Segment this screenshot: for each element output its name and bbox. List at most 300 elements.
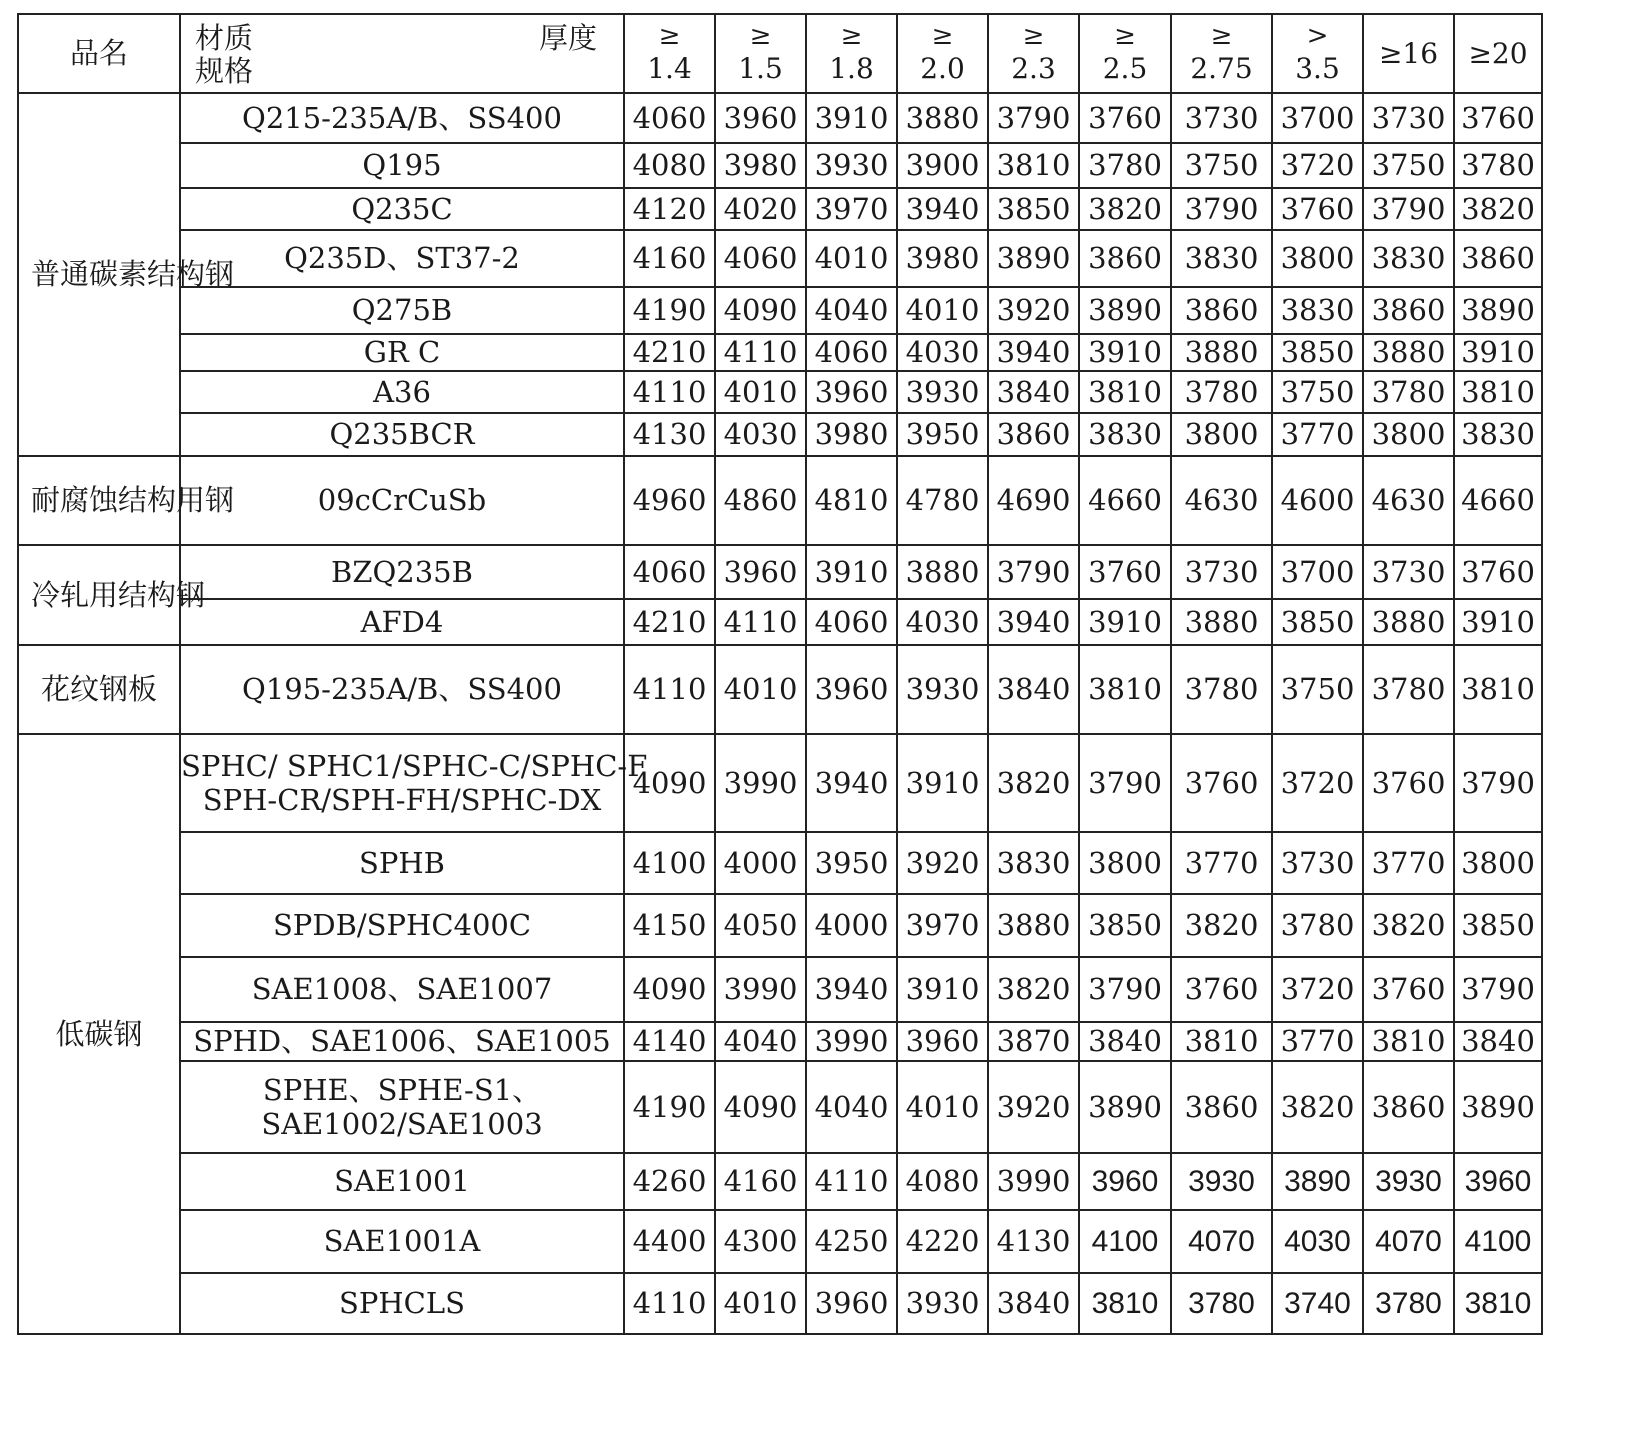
header-thickness-2 <box>806 14 897 93</box>
price-cell: 3790 <box>988 545 1079 599</box>
price-cell: 4030 <box>1272 1210 1363 1273</box>
header-row <box>18 14 1542 93</box>
price-cell: 3820 <box>1363 894 1454 957</box>
price-cell: 3880 <box>1171 599 1272 645</box>
table-row <box>18 599 1542 645</box>
price-cell: 3750 <box>1363 143 1454 188</box>
price-cell: 3880 <box>1363 334 1454 371</box>
price-cell: 3790 <box>1079 734 1171 832</box>
price-cell: 3940 <box>897 188 988 230</box>
price-cell: 4660 <box>1454 456 1542 545</box>
price-cell: 3790 <box>988 93 1079 143</box>
price-cell: 3820 <box>988 734 1079 832</box>
header-thickness-1 <box>715 14 806 93</box>
thickness-value: 2.3 <box>1011 52 1056 86</box>
price-cell: 3800 <box>1363 413 1454 456</box>
price-cell: 4250 <box>806 1210 897 1273</box>
price-cell: 4010 <box>897 287 988 334</box>
spec-line: SAE1008、SAE1007 <box>251 972 553 1007</box>
price-cell: 3820 <box>1454 188 1542 230</box>
category-cell: 低碳钢 <box>18 734 180 1334</box>
price-cell: 4810 <box>806 456 897 545</box>
price-cell: 3990 <box>715 734 806 832</box>
price-cell: 3910 <box>806 545 897 599</box>
header-thickness-6 <box>1171 14 1272 93</box>
price-cell: 3800 <box>1272 230 1363 287</box>
price-cell: 4130 <box>988 1210 1079 1273</box>
header-thickness-4 <box>988 14 1079 93</box>
thickness-symbol: ≥ <box>658 21 681 52</box>
thickness-value: 1.4 <box>647 52 692 86</box>
price-cell: 3780 <box>1454 143 1542 188</box>
thickness-symbol: ≥ <box>1210 21 1233 52</box>
price-cell: 3750 <box>1171 143 1272 188</box>
price-cell: 3910 <box>1454 599 1542 645</box>
table-row <box>18 645 1542 734</box>
price-cell: 3850 <box>1454 894 1542 957</box>
table-row <box>18 287 1542 334</box>
spec-cell <box>180 1061 624 1153</box>
price-cell: 4000 <box>715 832 806 894</box>
spec-cell <box>180 143 624 188</box>
spec-line: 09cCrCuSb <box>317 483 487 518</box>
price-cell: 3990 <box>715 957 806 1022</box>
price-cell: 3930 <box>806 143 897 188</box>
price-cell: 3920 <box>988 287 1079 334</box>
thickness-symbol: ≥ <box>749 21 772 52</box>
price-cell: 3850 <box>988 188 1079 230</box>
header-thickness-9 <box>1454 14 1542 93</box>
price-cell: 4070 <box>1171 1210 1272 1273</box>
price-cell: 4160 <box>715 1153 806 1210</box>
price-cell: 3830 <box>988 832 1079 894</box>
price-cell: 3810 <box>1079 1273 1171 1334</box>
price-cell: 3800 <box>1171 413 1272 456</box>
table-row <box>18 1153 1542 1210</box>
table-row <box>18 734 1542 832</box>
price-cell: 4100 <box>624 832 715 894</box>
price-cell: 4210 <box>624 599 715 645</box>
price-cell: 4010 <box>715 645 806 734</box>
price-cell: 4060 <box>806 599 897 645</box>
price-cell: 4220 <box>897 1210 988 1273</box>
price-cell: 3810 <box>1079 371 1171 413</box>
price-cell: 3910 <box>897 734 988 832</box>
price-cell: 3880 <box>1363 599 1454 645</box>
price-cell: 3980 <box>715 143 806 188</box>
thickness-value: 3.5 <box>1295 52 1340 86</box>
price-cell: 3770 <box>1363 832 1454 894</box>
spec-line: Q235D、ST37-2 <box>284 241 520 276</box>
price-cell: 3760 <box>1079 545 1171 599</box>
thickness-symbol: > <box>1306 21 1329 52</box>
price-cell: 4040 <box>806 287 897 334</box>
price-cell: 4090 <box>624 957 715 1022</box>
spec-line: SPHE、SPHE-S1、 <box>262 1072 542 1107</box>
spec-line: Q195-235A/B、SS400 <box>242 672 562 707</box>
price-cell: 4120 <box>624 188 715 230</box>
price-cell: 4190 <box>624 1061 715 1153</box>
price-cell: 3780 <box>1079 143 1171 188</box>
header-thickness-8 <box>1363 14 1454 93</box>
spec-line: AFD4 <box>360 604 444 639</box>
category-cell: 花纹钢板 <box>18 645 180 734</box>
header-thickness-0 <box>624 14 715 93</box>
price-cell: 3820 <box>988 957 1079 1022</box>
price-cell: 3780 <box>1171 371 1272 413</box>
price-cell: 3810 <box>988 143 1079 188</box>
price-cell: 3790 <box>1363 188 1454 230</box>
table-row <box>18 832 1542 894</box>
price-cell: 3850 <box>1272 334 1363 371</box>
price-cell: 3910 <box>1079 334 1171 371</box>
spec-cell <box>180 230 624 287</box>
price-cell: 3880 <box>1171 334 1272 371</box>
price-cell: 3940 <box>988 599 1079 645</box>
spec-cell <box>180 645 624 734</box>
price-cell: 3700 <box>1272 93 1363 143</box>
price-cell: 3730 <box>1363 93 1454 143</box>
table-row <box>18 1022 1542 1061</box>
spec-line: SAE1001 <box>334 1164 470 1199</box>
price-table-body <box>18 14 1542 1334</box>
category-cell: 普通碳素结构钢 <box>18 93 180 456</box>
price-cell: 3920 <box>988 1061 1079 1153</box>
price-cell: 3780 <box>1363 371 1454 413</box>
price-cell: 3820 <box>1079 188 1171 230</box>
price-cell: 3990 <box>806 1022 897 1061</box>
price-cell: 3810 <box>1171 1022 1272 1061</box>
thickness-symbol: ≥ <box>1022 21 1045 52</box>
price-cell: 3820 <box>1171 894 1272 957</box>
price-cell: 3720 <box>1272 143 1363 188</box>
price-cell: 4400 <box>624 1210 715 1273</box>
price-cell: 4600 <box>1272 456 1363 545</box>
price-cell: 4300 <box>715 1210 806 1273</box>
spec-line: SPH-CR/SPH-FH/SPHC-DX <box>202 783 602 817</box>
price-cell: 3740 <box>1272 1273 1363 1334</box>
header-thickness-3 <box>897 14 988 93</box>
price-cell: 3770 <box>1272 1022 1363 1061</box>
price-cell: 3860 <box>1171 287 1272 334</box>
price-cell: 4030 <box>897 599 988 645</box>
price-cell: 3970 <box>806 188 897 230</box>
spec-line: SPHB <box>359 845 445 880</box>
price-cell: 3830 <box>1454 413 1542 456</box>
price-cell: 3750 <box>1272 371 1363 413</box>
price-cell: 4000 <box>806 894 897 957</box>
price-cell: 4010 <box>897 1061 988 1153</box>
price-cell: 3930 <box>897 1273 988 1334</box>
price-cell: 4860 <box>715 456 806 545</box>
price-cell: 3930 <box>1363 1153 1454 1210</box>
price-cell: 3850 <box>1079 894 1171 957</box>
table-row <box>18 1061 1542 1153</box>
price-cell: 3880 <box>897 93 988 143</box>
price-cell: 3960 <box>806 371 897 413</box>
spec-cell <box>180 456 624 545</box>
spec-cell <box>180 894 624 957</box>
header-thickness-5 <box>1079 14 1171 93</box>
price-cell: 3780 <box>1171 1273 1272 1334</box>
price-cell: 4190 <box>624 287 715 334</box>
price-cell: 4110 <box>624 645 715 734</box>
price-cell: 3880 <box>897 545 988 599</box>
steel-price-table <box>17 13 1543 1335</box>
price-cell: 3720 <box>1272 957 1363 1022</box>
price-cell: 4630 <box>1171 456 1272 545</box>
price-cell: 4110 <box>715 334 806 371</box>
price-cell: 3980 <box>806 413 897 456</box>
price-cell: 4130 <box>624 413 715 456</box>
spec-line: Q215-235A/B、SS400 <box>242 100 562 135</box>
price-cell: 4040 <box>806 1061 897 1153</box>
price-cell: 3830 <box>1363 230 1454 287</box>
thickness-value: 2.5 <box>1102 52 1148 86</box>
price-cell: 4090 <box>624 734 715 832</box>
spec-cell <box>180 1022 624 1061</box>
category-cell: 冷轧用结构钢 <box>18 545 180 645</box>
price-cell: 3760 <box>1272 188 1363 230</box>
table-row <box>18 413 1542 456</box>
spec-cell <box>180 1153 624 1210</box>
price-cell: 3840 <box>1079 1022 1171 1061</box>
price-cell: 4080 <box>897 1153 988 1210</box>
price-cell: 3810 <box>1454 371 1542 413</box>
price-cell: 3890 <box>1454 287 1542 334</box>
price-cell: 3780 <box>1363 645 1454 734</box>
price-cell: 4040 <box>715 1022 806 1061</box>
price-cell: 4010 <box>806 230 897 287</box>
price-cell: 4070 <box>1363 1210 1454 1273</box>
price-cell: 4020 <box>715 188 806 230</box>
spec-cell <box>180 1273 624 1334</box>
spec-cell <box>180 1210 624 1273</box>
price-cell: 3980 <box>897 230 988 287</box>
spec-line: Q275B <box>351 293 453 328</box>
price-cell: 4110 <box>715 599 806 645</box>
price-cell: 3730 <box>1171 545 1272 599</box>
table-row <box>18 1273 1542 1334</box>
price-cell: 3930 <box>1171 1153 1272 1210</box>
header-thickness-7 <box>1272 14 1363 93</box>
table-row <box>18 456 1542 545</box>
price-cell: 3860 <box>1171 1061 1272 1153</box>
price-cell: 3930 <box>897 645 988 734</box>
price-cell: 3860 <box>1454 230 1542 287</box>
price-cell: 3880 <box>988 894 1079 957</box>
thickness-value: 1.5 <box>738 52 783 86</box>
price-cell: 3760 <box>1363 957 1454 1022</box>
spec-line: SPHCLS <box>339 1286 465 1321</box>
price-cell: 3760 <box>1171 734 1272 832</box>
table-row <box>18 545 1542 599</box>
thickness-value: 2.0 <box>920 52 965 86</box>
price-cell: 4960 <box>624 456 715 545</box>
price-cell: 4080 <box>624 143 715 188</box>
price-cell: 3910 <box>1454 334 1542 371</box>
price-table-sheet <box>17 13 1543 1335</box>
price-cell: 4690 <box>988 456 1079 545</box>
price-cell: 4090 <box>715 1061 806 1153</box>
price-cell: 3970 <box>897 894 988 957</box>
price-cell: 3890 <box>1272 1153 1363 1210</box>
header-spec-label: 规格 <box>195 53 254 88</box>
price-cell: 4110 <box>624 1273 715 1334</box>
spec-cell <box>180 599 624 645</box>
price-cell: 3910 <box>806 93 897 143</box>
price-cell: 3960 <box>1079 1153 1171 1210</box>
price-cell: 3760 <box>1454 93 1542 143</box>
spec-cell <box>180 188 624 230</box>
spec-line: A36 <box>373 374 431 409</box>
spec-cell <box>180 334 624 371</box>
spec-cell <box>180 371 624 413</box>
spec-cell <box>180 545 624 599</box>
spec-cell <box>180 832 624 894</box>
price-cell: 3860 <box>1363 1061 1454 1153</box>
price-cell: 3780 <box>1272 894 1363 957</box>
price-cell: 3910 <box>1079 599 1171 645</box>
price-cell: 3800 <box>1079 832 1171 894</box>
price-cell: 3990 <box>988 1153 1079 1210</box>
price-cell: 4100 <box>1454 1210 1542 1273</box>
thickness-value: 2.75 <box>1190 52 1253 86</box>
spec-line: Q235C <box>351 191 453 226</box>
spec-line: SPHD、SAE1006、SAE1005 <box>193 1024 611 1059</box>
thickness-value: 1.8 <box>829 52 874 86</box>
price-cell: 3940 <box>806 957 897 1022</box>
price-cell: 3950 <box>897 413 988 456</box>
spec-cell <box>180 734 648 832</box>
price-cell: 4010 <box>715 371 806 413</box>
price-cell: 3790 <box>1454 734 1542 832</box>
price-cell: 4630 <box>1363 456 1454 545</box>
price-cell: 3960 <box>715 93 806 143</box>
thickness-symbol: ≥ <box>840 21 863 52</box>
price-cell: 3860 <box>1079 230 1171 287</box>
price-cell: 4110 <box>806 1153 897 1210</box>
spec-line: SAE1002/SAE1003 <box>261 1107 543 1141</box>
price-cell: 3720 <box>1272 734 1363 832</box>
price-cell: 4030 <box>715 413 806 456</box>
price-cell: 3780 <box>1171 645 1272 734</box>
price-cell: 3830 <box>1171 230 1272 287</box>
spec-line: SPHC/ SPHC1/SPHC-C/SPHC-F <box>181 748 648 783</box>
price-cell: 3860 <box>988 413 1079 456</box>
table-row <box>18 188 1542 230</box>
price-cell: 3950 <box>806 832 897 894</box>
price-cell: 3930 <box>897 371 988 413</box>
spec-line: GR C <box>363 335 441 370</box>
price-cell: 3770 <box>1272 413 1363 456</box>
price-cell: 4060 <box>624 93 715 143</box>
price-cell: 3890 <box>1079 287 1171 334</box>
spec-cell <box>180 413 624 456</box>
price-cell: 3770 <box>1171 832 1272 894</box>
price-cell: 3830 <box>1272 287 1363 334</box>
price-cell: 3760 <box>1454 545 1542 599</box>
price-cell: 4110 <box>624 371 715 413</box>
spec-line: Q235BCR <box>329 417 475 452</box>
header-product-name: 品名 <box>18 14 180 93</box>
price-cell: 3870 <box>988 1022 1079 1061</box>
price-cell: 4010 <box>715 1273 806 1334</box>
price-cell: 3760 <box>1171 957 1272 1022</box>
price-cell: 3960 <box>806 1273 897 1334</box>
table-row <box>18 230 1542 287</box>
price-cell: 3790 <box>1171 188 1272 230</box>
spec-line: SPDB/SPHC400C <box>272 908 532 943</box>
thickness-label: ≥16 <box>1378 36 1439 70</box>
price-cell: 3840 <box>988 371 1079 413</box>
table-row <box>18 371 1542 413</box>
price-cell: 3790 <box>1454 957 1542 1022</box>
category-cell: 耐腐蚀结构用钢 <box>18 456 180 545</box>
price-cell: 3820 <box>1272 1061 1363 1153</box>
price-cell: 3730 <box>1272 832 1363 894</box>
price-cell: 4060 <box>715 230 806 287</box>
price-cell: 4030 <box>897 334 988 371</box>
price-cell: 4150 <box>624 894 715 957</box>
thickness-label: ≥20 <box>1468 36 1528 70</box>
price-cell: 3960 <box>715 545 806 599</box>
price-cell: 3810 <box>1079 645 1171 734</box>
spec-line: Q195 <box>362 148 442 183</box>
price-cell: 3810 <box>1363 1022 1454 1061</box>
header-material-spec <box>180 14 624 93</box>
price-cell: 4260 <box>624 1153 715 1210</box>
price-cell: 3840 <box>988 1273 1079 1334</box>
price-cell: 3760 <box>1363 734 1454 832</box>
price-cell: 3960 <box>897 1022 988 1061</box>
price-cell: 3790 <box>1079 957 1171 1022</box>
price-cell: 3780 <box>1363 1273 1454 1334</box>
header-material-label: 材质 <box>195 21 254 55</box>
table-row <box>18 334 1542 371</box>
price-cell: 3890 <box>988 230 1079 287</box>
price-cell: 3730 <box>1363 545 1454 599</box>
price-cell: 3840 <box>1454 1022 1542 1061</box>
spec-line: SAE1001A <box>323 1224 481 1259</box>
price-cell: 4210 <box>624 334 715 371</box>
price-cell: 3940 <box>806 734 897 832</box>
table-row <box>18 957 1542 1022</box>
price-cell: 3700 <box>1272 545 1363 599</box>
price-cell: 3890 <box>1079 1061 1171 1153</box>
thickness-symbol: ≥ <box>1114 21 1136 52</box>
price-cell: 3860 <box>1363 287 1454 334</box>
price-cell: 4100 <box>1079 1210 1171 1273</box>
price-cell: 3840 <box>988 645 1079 734</box>
price-cell: 3830 <box>1079 413 1171 456</box>
price-cell: 3890 <box>1454 1061 1542 1153</box>
price-cell: 3960 <box>1454 1153 1542 1210</box>
price-cell: 3960 <box>806 645 897 734</box>
spec-cell <box>180 957 624 1022</box>
price-cell: 4060 <box>806 334 897 371</box>
price-cell: 4780 <box>897 456 988 545</box>
price-cell: 3910 <box>897 957 988 1022</box>
header-thickness-label: 厚度 <box>538 21 597 55</box>
price-cell: 4090 <box>715 287 806 334</box>
price-cell: 4140 <box>624 1022 715 1061</box>
spec-cell <box>180 287 624 334</box>
price-cell: 3900 <box>897 143 988 188</box>
table-row <box>18 93 1542 143</box>
table-row <box>18 1210 1542 1273</box>
price-cell: 3800 <box>1454 832 1542 894</box>
